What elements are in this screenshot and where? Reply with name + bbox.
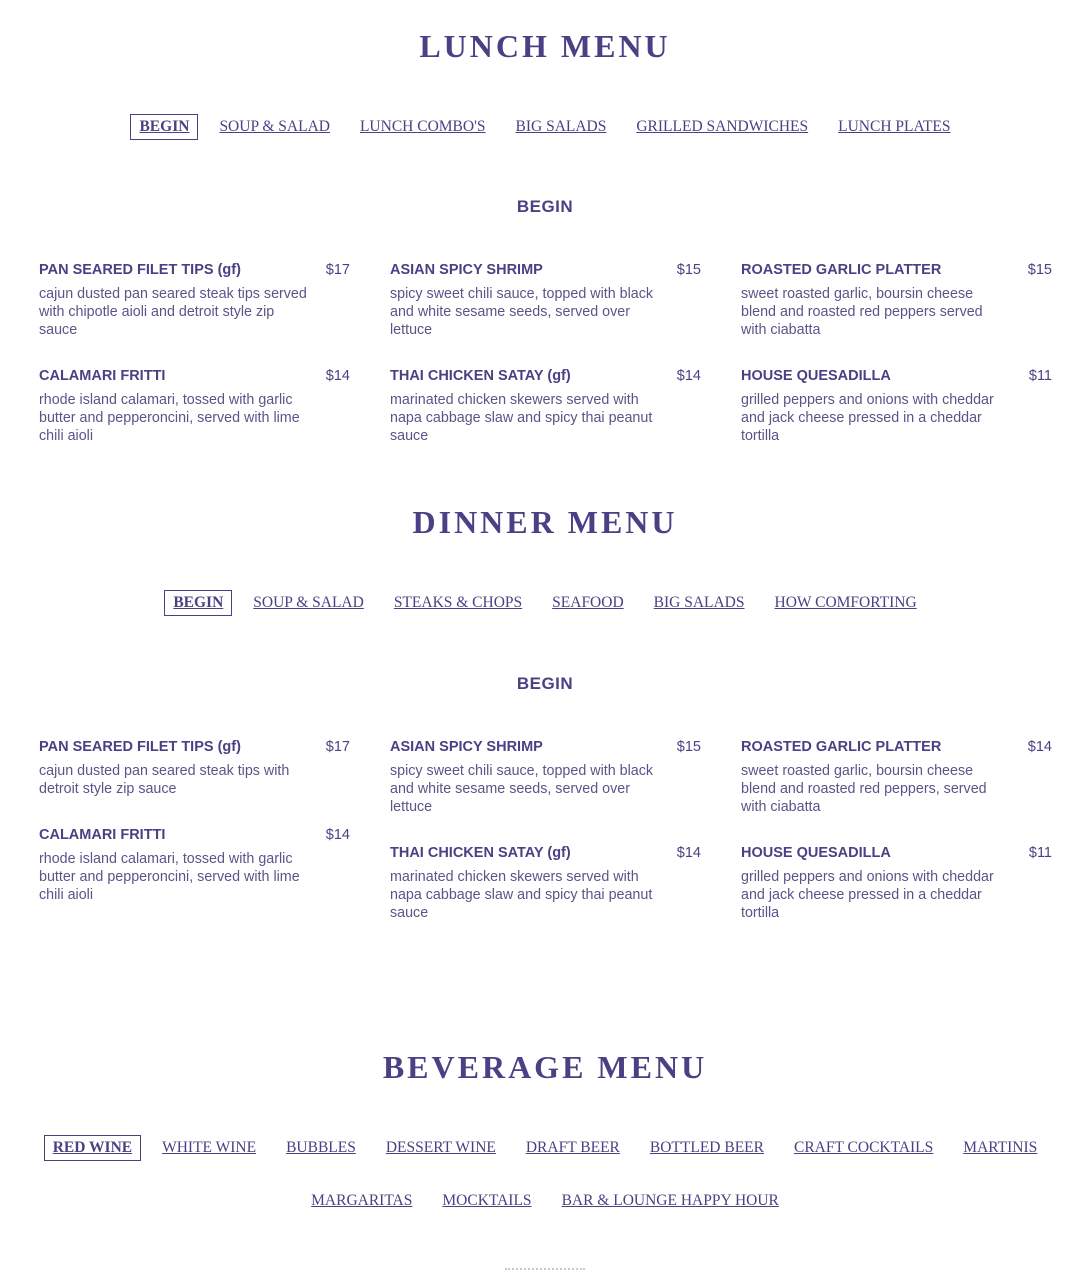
dinner-menu-item bbox=[39, 827, 350, 905]
item-name: CALAMARI FRITTI bbox=[39, 827, 166, 843]
lunch-tab-soup-salad[interactable]: SOUP & SALAD bbox=[219, 118, 330, 135]
lunch-menu-item bbox=[39, 368, 350, 446]
beverage-tab-martinis[interactable]: MARTINIS bbox=[963, 1139, 1038, 1156]
item-price: $14 bbox=[325, 368, 350, 384]
dinner-tab-big-salads[interactable]: BIG SALADS bbox=[653, 594, 745, 611]
lunch-tab-big-salads[interactable]: BIG SALADS bbox=[515, 118, 607, 135]
item-price: $15 bbox=[1027, 262, 1052, 278]
lunch-tab-grilled-sandwiches[interactable]: GRILLED SANDWICHES bbox=[636, 118, 809, 135]
lunch-menu-title: LUNCH MENU bbox=[419, 28, 671, 64]
beverage-tab-red-wine[interactable]: RED WINE bbox=[44, 1135, 141, 1161]
item-description: cajun dusted pan seared steak tips with detroit style zip sauce bbox=[39, 763, 290, 798]
dinner-tab-steaks-chops[interactable]: STEAKS & CHOPS bbox=[393, 594, 523, 611]
lunch-menu-item bbox=[741, 368, 1052, 446]
beverage-menu-tabs-row2 bbox=[0, 1188, 1090, 1214]
dinner-menu-item bbox=[390, 845, 701, 923]
dinner-tab-begin[interactable]: BEGIN bbox=[164, 590, 232, 616]
lunch-menu-item bbox=[741, 262, 1052, 340]
item-price: $14 bbox=[325, 827, 350, 843]
lunch-menu-item bbox=[39, 262, 350, 340]
item-description: spicy sweet chili sauce, topped with black and white sesame seeds, served over lettuce bbox=[390, 286, 654, 339]
item-name: HOUSE QUESADILLA bbox=[741, 845, 891, 861]
item-name: CALAMARI FRITTI bbox=[39, 368, 166, 384]
item-price: $17 bbox=[325, 262, 350, 278]
item-description: sweet roasted garlic, boursin cheese blend and roasted red peppers, served with ciabatta bbox=[741, 763, 987, 816]
item-name: PAN SEARED FILET TIPS (gf) bbox=[39, 739, 241, 755]
lunch-tab-lunch-combos[interactable]: LUNCH COMBO'S bbox=[359, 118, 486, 135]
item-price: $14 bbox=[1027, 739, 1052, 755]
lunch-menu-tabs bbox=[0, 114, 1090, 140]
cut-off-content bbox=[505, 1268, 585, 1276]
dinner-menu-item bbox=[390, 739, 701, 817]
dinner-menu-tabs bbox=[0, 590, 1090, 616]
beverage-tab-bottled-beer[interactable]: BOTTLED BEER bbox=[649, 1139, 764, 1156]
item-description: grilled peppers and onions with cheddar and jack cheese pressed in a cheddar tortilla bbox=[741, 392, 994, 445]
lunch-menu-item bbox=[390, 368, 701, 446]
item-name: ASIAN SPICY SHRIMP bbox=[390, 262, 543, 278]
dinner-tab-seafood[interactable]: SEAFOOD bbox=[552, 594, 624, 611]
item-name: ASIAN SPICY SHRIMP bbox=[390, 739, 543, 755]
beverage-tab-white-wine[interactable]: WHITE WINE bbox=[162, 1139, 257, 1156]
item-name: ROASTED GARLIC PLATTER bbox=[741, 739, 942, 755]
dinner-tab-how-comforting[interactable]: HOW COMFORTING bbox=[774, 594, 917, 611]
dinner-section-heading: BEGIN bbox=[516, 674, 574, 693]
item-name: HOUSE QUESADILLA bbox=[741, 368, 891, 384]
dinner-menu-item bbox=[741, 845, 1052, 923]
item-price: $15 bbox=[676, 262, 701, 278]
item-name: ROASTED GARLIC PLATTER bbox=[741, 262, 942, 278]
dinner-menu-title: DINNER MENU bbox=[412, 504, 678, 540]
item-description: marinated chicken skewers served with napa cabbage slaw and spicy thai peanut sauce bbox=[390, 392, 653, 445]
item-name: PAN SEARED FILET TIPS (gf) bbox=[39, 262, 241, 278]
item-description: grilled peppers and onions with cheddar and jack cheese pressed in a cheddar tortilla bbox=[741, 869, 994, 922]
dinner-tab-soup-salad[interactable]: SOUP & SALAD bbox=[253, 594, 364, 611]
lunch-section-heading: BEGIN bbox=[516, 197, 574, 216]
item-price: $15 bbox=[676, 739, 701, 755]
beverage-tab-mocktails[interactable]: MOCKTAILS bbox=[442, 1192, 532, 1209]
beverage-tab-bubbles[interactable]: BUBBLES bbox=[286, 1139, 356, 1156]
dinner-menu-item bbox=[741, 739, 1052, 817]
beverage-tab-craft-cocktails[interactable]: CRAFT COCKTAILS bbox=[793, 1139, 934, 1156]
lunch-tab-lunch-plates[interactable]: LUNCH PLATES bbox=[838, 118, 951, 135]
dinner-menu-item bbox=[39, 739, 350, 798]
item-description: spicy sweet chili sauce, topped with black and white sesame seeds, served over lettuce bbox=[390, 763, 654, 816]
item-price: $17 bbox=[325, 739, 350, 755]
item-description: cajun dusted pan seared steak tips served with chipotle aioli and detroit style zip sauce bbox=[39, 286, 307, 339]
item-name: THAI CHICKEN SATAY (gf) bbox=[390, 845, 571, 861]
item-price: $14 bbox=[676, 845, 701, 861]
beverage-menu-tabs-row1 bbox=[0, 1135, 1090, 1161]
lunch-tab-begin[interactable]: BEGIN bbox=[130, 114, 198, 140]
item-description: rhode island calamari, tossed with garlic butter and pepperoncini, served with lime chili aioli bbox=[39, 392, 300, 445]
beverage-menu-title: BEVERAGE MENU bbox=[382, 1049, 708, 1085]
lunch-menu-item bbox=[390, 262, 701, 340]
beverage-tab-margaritas[interactable]: MARGARITAS bbox=[311, 1192, 413, 1209]
item-description: marinated chicken skewers served with napa cabbage slaw and spicy thai peanut sauce bbox=[390, 869, 653, 922]
item-description: sweet roasted garlic, boursin cheese blend and roasted red peppers served with ciabatta bbox=[741, 286, 983, 339]
item-price: $14 bbox=[676, 368, 701, 384]
item-price: $11 bbox=[1028, 845, 1052, 861]
item-description: rhode island calamari, tossed with garlic butter and pepperoncini, served with lime chili aioli bbox=[39, 851, 300, 904]
beverage-tab-draft-beer[interactable]: DRAFT BEER bbox=[525, 1139, 620, 1156]
beverage-tab-dessert-wine[interactable]: DESSERT WINE bbox=[385, 1139, 496, 1156]
item-price: $11 bbox=[1028, 368, 1052, 384]
beverage-tab-bar-lounge-happy-hour[interactable]: BAR & LOUNGE HAPPY HOUR bbox=[561, 1192, 779, 1209]
item-name: THAI CHICKEN SATAY (gf) bbox=[390, 368, 571, 384]
